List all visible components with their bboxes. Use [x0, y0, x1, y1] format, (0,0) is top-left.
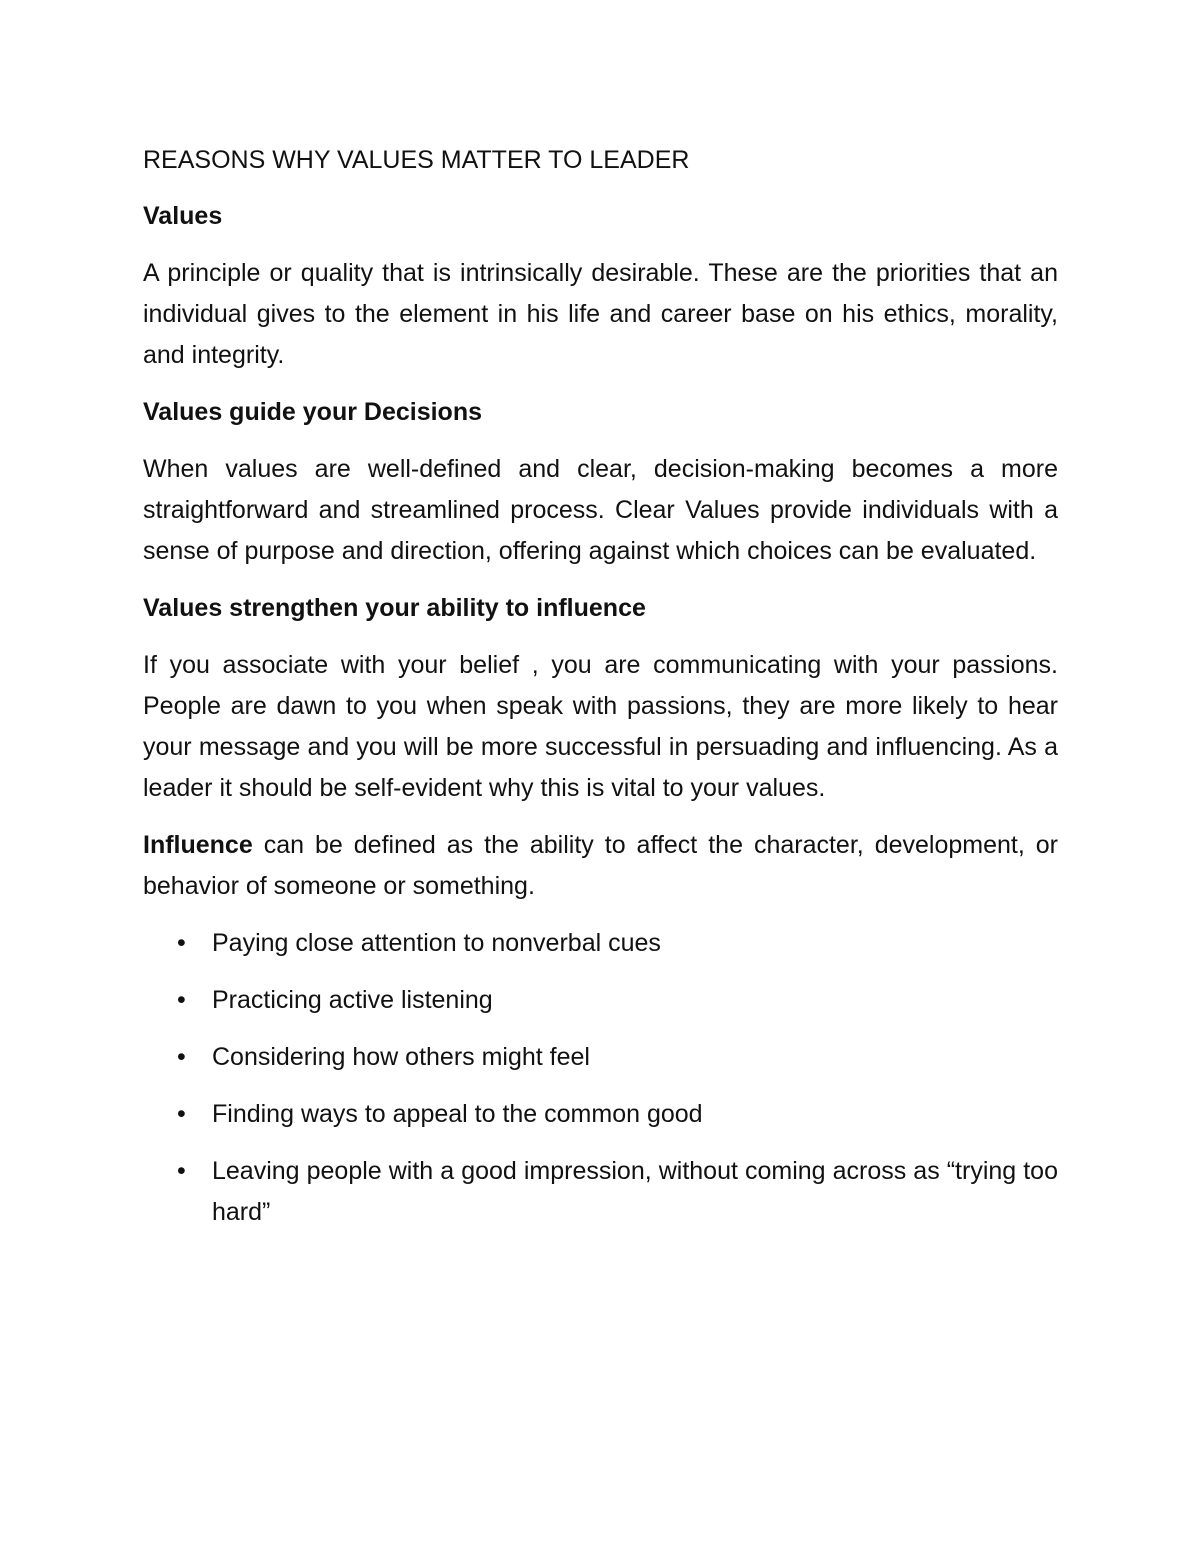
- influence-definition: [143, 825, 1058, 907]
- influence-definition-text: can be defined as the ability to affect the character, development, or behavior of someone or something.: [143, 831, 1058, 900]
- list-item-text: Paying close attention to nonverbal cues: [212, 929, 661, 957]
- list-item-text: Leaving people with a good impression, without coming across as “trying too hard”: [212, 1157, 1058, 1226]
- list-item: [143, 1094, 1058, 1135]
- section-heading-decisions: Values guide your Decisions: [143, 398, 483, 426]
- bullet-icon: •: [177, 1043, 186, 1071]
- list-item: [143, 1037, 1058, 1078]
- section-heading-influence: Values strengthen your ability to influence: [143, 594, 646, 622]
- list-item: [143, 923, 1058, 964]
- list-item: [143, 1151, 1058, 1233]
- influence-bullet-list: [143, 923, 1058, 1233]
- section-body-values: A principle or quality that is intrinsically desirable. These are the priorities that an individual gives to the element in his life and career base on his ethics, morality, and integrity.: [143, 259, 1058, 369]
- list-item: [143, 980, 1058, 1021]
- section-body-decisions: When values are well-defined and clear, decision-making becomes a more straightforward and streamlined process. Clear Values provide individuals with a sense of purpose and direction, offering against which choices can be evaluated.: [143, 455, 1058, 565]
- bullet-icon: •: [177, 929, 186, 957]
- list-item-text: Considering how others might feel: [212, 1043, 590, 1071]
- document-page: [143, 140, 1058, 1249]
- bullet-icon: •: [177, 1100, 186, 1128]
- bullet-icon: •: [177, 986, 186, 1014]
- section-body-influence: If you associate with your belief , you are communicating with your passions. People are dawn to you when speak with passions, they are more likely to hear your message and you will be more successful in persuading and influencing. As a leader it should be self-evident why this is vital to your values.: [143, 651, 1058, 802]
- section-heading-values: Values: [143, 202, 223, 230]
- list-item-text: Finding ways to appeal to the common good: [212, 1100, 703, 1128]
- bullet-icon: •: [177, 1157, 186, 1185]
- influence-term: Influence: [143, 831, 253, 859]
- list-item-text: Practicing active listening: [212, 986, 493, 1014]
- document-title: REASONS WHY VALUES MATTER TO LEADER: [143, 146, 690, 174]
